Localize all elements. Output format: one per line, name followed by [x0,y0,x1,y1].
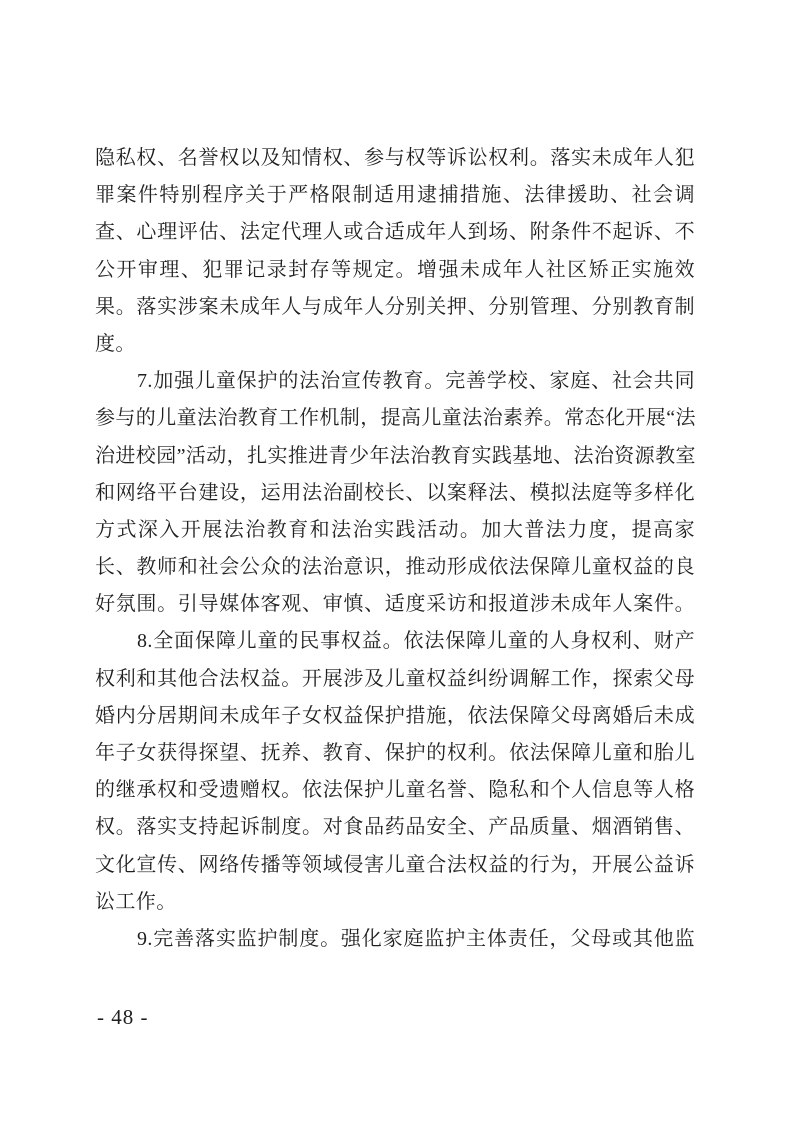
text-line: 7.加强儿童保护的法治宣传教育。完善学校、家庭、社会共同 [137,370,695,393]
text-line: 治进校园”活动，扎实推进青少年法治教育实践基地、法治资源教室 [95,444,696,467]
text-line: 方式深入开展法治教育和法治实践活动。加大普法力度，提高家 [95,518,695,541]
text-line: 文化宣传、网络传播等领域侵害儿童合法权益的行为，开展公益诉 [95,853,695,876]
text-line: 权利和其他合法权益。开展涉及儿童权益纠纷调解工作，探索父母 [95,667,695,690]
text-line: 权。落实支持起诉制度。对食品药品安全、产品质量、烟酒销售、 [95,816,695,839]
paragraph [95,921,695,958]
text-line: 度。 [95,332,136,355]
text-line: 的继承权和受遗赠权。依法保护儿童名誉、隐私和个人信息等人格 [95,779,695,802]
text-line: 果。落实涉案未成年人与成年人分别关押、分别管理、分别教育制 [95,295,695,318]
document-body [95,140,695,958]
paragraph [95,140,695,363]
text-line: 查、心理评估、法定代理人或合适成年人到场、附条件不起诉、不 [95,221,695,244]
text-line: 9.完善落实监护制度。强化家庭监护主体责任，父母或其他监 [137,927,695,950]
page-number: - 48 - [97,1005,149,1029]
text-line: 和网络平台建设，运用法治副校长、以案释法、模拟法庭等多样化 [95,481,695,504]
text-line: 讼工作。 [95,890,177,913]
text-line: 8.全面保障儿童的民事权益。依法保障儿童的人身权利、财产 [137,630,695,653]
text-line: 罪案件特别程序关于严格限制适用逮捕措施、法律援助、社会调 [95,184,695,207]
text-line: 公开审理、犯罪记录封存等规定。增强未成年人社区矫正实施效 [95,258,695,281]
text-line: 长、教师和社会公众的法治意识，推动形成依法保障儿童权益的良 [95,556,695,579]
paragraph [95,363,695,623]
text-line: 年子女获得探望、抚养、教育、保护的权利。依法保障儿童和胎儿 [95,742,695,764]
text-line: 好氛围。引导媒体客观、审慎、适度采访和报道涉未成年人案件。 [95,593,695,616]
text-line: 婚内分居期间未成年子女权益保护措施，依法保障父母离婚后未成 [95,704,695,727]
text-line: 参与的儿童法治教育工作机制，提高儿童法治素养。常态化开展“法 [95,407,696,430]
paragraph [95,623,695,921]
text-line: 隐私权、名誉权以及知情权、参与权等诉讼权利。落实未成年人犯 [95,147,695,169]
